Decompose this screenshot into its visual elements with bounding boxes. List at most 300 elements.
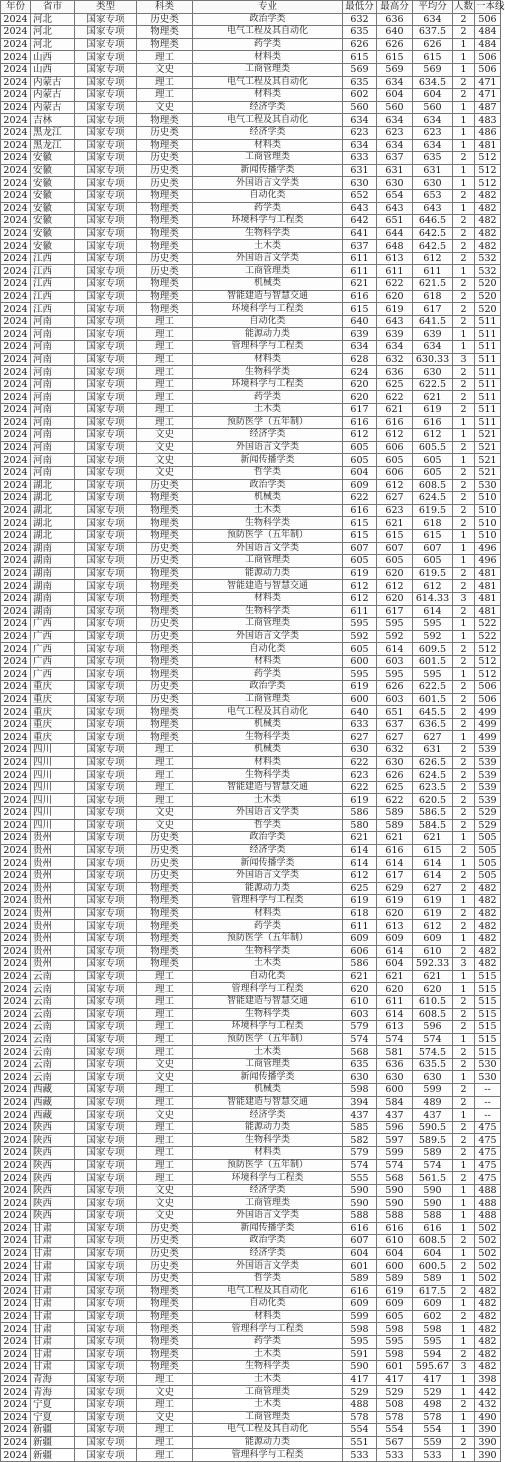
cell-count: 2	[453, 605, 475, 618]
cell-year: 2024	[1, 1348, 31, 1361]
cell-min-score: 551	[343, 1436, 377, 1449]
cell-min-score: 630	[343, 177, 377, 190]
cell-min-score: 619	[343, 681, 377, 694]
cell-type: 国家专项	[75, 781, 137, 794]
cell-count: 1	[453, 1298, 475, 1311]
cell-year: 2024	[1, 466, 31, 479]
table-row	[1, 681, 501, 694]
cell-province: 四川	[31, 807, 75, 820]
cell-subject: 历史类	[137, 1235, 193, 1248]
cell-avg-score: 620.5	[413, 794, 453, 807]
cell-min-score: 622	[343, 781, 377, 794]
cell-subject: 物理类	[137, 492, 193, 505]
cell-max-score: 533	[377, 1449, 413, 1462]
cell-type: 国家专项	[75, 114, 137, 127]
cell-max-score: 568	[377, 1172, 413, 1185]
table-row	[1, 240, 501, 253]
table-row	[1, 1197, 501, 1210]
cell-min-score: 615	[343, 517, 377, 530]
cell-max-score: 612	[377, 580, 413, 593]
cell-min-score: 604	[343, 1247, 377, 1260]
cell-avg-score: 619.5	[413, 567, 453, 580]
cell-max-score: 634	[377, 139, 413, 152]
cell-min-score: 609	[343, 1298, 377, 1311]
cell-line: 515	[475, 1046, 501, 1059]
cell-avg-score: 533	[413, 1449, 453, 1462]
cell-max-score: 620	[377, 592, 413, 605]
cell-min-score: 574	[343, 1159, 377, 1172]
cell-count: 1	[453, 555, 475, 568]
cell-count: 1	[453, 895, 475, 908]
cell-type: 国家专项	[75, 441, 137, 454]
cell-max-score: 623	[377, 504, 413, 517]
cell-min-score: 635	[343, 76, 377, 89]
cell-line: --	[475, 1084, 501, 1097]
cell-subject: 文史	[137, 466, 193, 479]
cell-line: 499	[475, 731, 501, 744]
cell-min-score: 631	[343, 164, 377, 177]
header-row	[1, 1, 501, 14]
cell-avg-score: 619.5	[413, 504, 453, 517]
cell-max-score: 612	[377, 429, 413, 442]
cell-min-score: 643	[343, 202, 377, 215]
cell-year: 2024	[1, 958, 31, 971]
cell-major: 智能建造与智慧交通	[193, 995, 343, 1008]
cell-major: 电气工程及其自动化	[193, 1285, 343, 1298]
cell-province: 湖南	[31, 542, 75, 555]
cell-year: 2024	[1, 1084, 31, 1097]
cell-count: 2	[453, 378, 475, 391]
cell-max-score: 604	[377, 1247, 413, 1260]
cell-major: 生物科学类	[193, 769, 343, 782]
cell-major: 预防医学（五年制）	[193, 1033, 343, 1046]
cell-min-score: 568	[343, 1046, 377, 1059]
cell-count: 2	[453, 1121, 475, 1134]
cell-subject: 物理类	[137, 278, 193, 291]
cell-major: 材料类	[193, 139, 343, 152]
table-row	[1, 101, 501, 114]
cell-avg-score: 578	[413, 1411, 453, 1424]
cell-avg-score: 634	[413, 139, 453, 152]
cell-major: 工商管理类	[193, 1386, 343, 1399]
cell-avg-score: 646.5	[413, 215, 453, 228]
cell-major: 电气工程及其自动化	[193, 1424, 343, 1437]
cell-major: 生物科学类	[193, 1361, 343, 1374]
cell-max-score: 640	[377, 26, 413, 39]
cell-type: 国家专项	[75, 1335, 137, 1348]
cell-min-score: 580	[343, 819, 377, 832]
table-row	[1, 177, 501, 190]
table-row	[1, 38, 501, 51]
cell-major: 药学类	[193, 391, 343, 404]
cell-type: 国家专项	[75, 164, 137, 177]
cell-max-score: 621	[377, 970, 413, 983]
cell-line: 482	[475, 958, 501, 971]
table-row	[1, 1323, 501, 1336]
cell-line: 475	[475, 1134, 501, 1147]
cell-subject: 历史类	[137, 555, 193, 568]
cell-year: 2024	[1, 1335, 31, 1348]
cell-type: 国家专项	[75, 454, 137, 467]
cell-type: 国家专项	[75, 1436, 137, 1449]
table-row	[1, 529, 501, 542]
cell-type: 国家专项	[75, 76, 137, 89]
cell-max-score: 630	[377, 1071, 413, 1084]
cell-type: 国家专项	[75, 1449, 137, 1462]
table-row	[1, 1058, 501, 1071]
cell-subject: 历史类	[137, 844, 193, 857]
cell-year: 2024	[1, 555, 31, 568]
cell-type: 国家专项	[75, 1121, 137, 1134]
cell-max-score: 614	[377, 857, 413, 870]
cell-type: 国家专项	[75, 252, 137, 265]
cell-avg-score: 601.5	[413, 655, 453, 668]
cell-count: 2	[453, 215, 475, 228]
cell-avg-score: 614	[413, 605, 453, 618]
cell-province: 云南	[31, 983, 75, 996]
cell-type: 国家专项	[75, 366, 137, 379]
cell-major: 管理科学与工程类	[193, 341, 343, 354]
cell-min-score: 598	[343, 1323, 377, 1336]
cell-line: 442	[475, 1386, 501, 1399]
cell-type: 国家专项	[75, 1046, 137, 1059]
table-row	[1, 807, 501, 820]
cell-count: 2	[453, 1235, 475, 1248]
cell-min-score: 633	[343, 718, 377, 731]
cell-type: 国家专项	[75, 1424, 137, 1437]
cell-count: 1	[453, 630, 475, 643]
cell-line: 484	[475, 38, 501, 51]
cell-avg-score: 595	[413, 668, 453, 681]
cell-count: 2	[453, 290, 475, 303]
cell-line: 521	[475, 441, 501, 454]
cell-subject: 物理类	[137, 303, 193, 316]
cell-province: 广西	[31, 618, 75, 631]
cell-line: 475	[475, 1147, 501, 1160]
cell-major: 能源动力类	[193, 1436, 343, 1449]
cell-min-score: 591	[343, 1348, 377, 1361]
cell-type: 国家专项	[75, 101, 137, 114]
cell-avg-score: 622.5	[413, 378, 453, 391]
cell-line: 539	[475, 781, 501, 794]
cell-type: 国家专项	[75, 26, 137, 39]
cell-max-score: 560	[377, 101, 413, 114]
cell-avg-score: 612	[413, 580, 453, 593]
cell-type: 国家专项	[75, 63, 137, 76]
cell-count: 2	[453, 315, 475, 328]
cell-count: 1	[453, 1386, 475, 1399]
cell-min-score: 620	[343, 378, 377, 391]
cell-major: 哲学类	[193, 1272, 343, 1285]
cell-year: 2024	[1, 1373, 31, 1386]
cell-year: 2024	[1, 907, 31, 920]
cell-subject: 理工	[137, 1046, 193, 1059]
cell-type: 国家专项	[75, 769, 137, 782]
table-row	[1, 202, 501, 215]
cell-avg-score: 635.5	[413, 1058, 453, 1071]
cell-count: 2	[453, 466, 475, 479]
cell-year: 2024	[1, 177, 31, 190]
cell-count: 1	[453, 1323, 475, 1336]
cell-major: 自动化类	[193, 643, 343, 656]
cell-type: 国家专项	[75, 970, 137, 983]
cell-subject: 历史类	[137, 832, 193, 845]
cell-province: 四川	[31, 769, 75, 782]
table-row	[1, 492, 501, 505]
cell-count: 2	[453, 769, 475, 782]
cell-max-score: 625	[377, 378, 413, 391]
cell-count: 2	[453, 252, 475, 265]
cell-max-score: 632	[377, 744, 413, 757]
table-row	[1, 479, 501, 492]
cell-year: 2024	[1, 1058, 31, 1071]
cell-major: 预防医学（五年制）	[193, 1159, 343, 1172]
cell-province: 河南	[31, 466, 75, 479]
cell-province: 新疆	[31, 1449, 75, 1462]
cell-min-score: 616	[343, 416, 377, 429]
cell-line: 390	[475, 1424, 501, 1437]
cell-count: 2	[453, 517, 475, 530]
table-row	[1, 517, 501, 530]
cell-major: 智能建造与智慧交通	[193, 290, 343, 303]
cell-min-score: 611	[343, 252, 377, 265]
cell-major: 政治学类	[193, 681, 343, 694]
cell-avg-score: 635	[413, 152, 453, 165]
cell-year: 2024	[1, 1109, 31, 1122]
cell-avg-score: 615	[413, 51, 453, 64]
cell-count: 1	[453, 101, 475, 114]
cell-subject: 物理类	[137, 882, 193, 895]
cell-avg-score: 627	[413, 882, 453, 895]
cell-type: 国家专项	[75, 202, 137, 215]
cell-province: 贵州	[31, 907, 75, 920]
cell-count: 1	[453, 1197, 475, 1210]
cell-province: 西藏	[31, 1109, 75, 1122]
column-header-subject: 科类	[137, 1, 193, 14]
cell-year: 2024	[1, 580, 31, 593]
cell-avg-score: 611	[413, 265, 453, 278]
cell-min-score: 622	[343, 492, 377, 505]
cell-type: 国家专项	[75, 152, 137, 165]
cell-max-score: 595	[377, 668, 413, 681]
cell-max-score: 584	[377, 1096, 413, 1109]
cell-type: 国家专项	[75, 995, 137, 1008]
table-row	[1, 1134, 501, 1147]
cell-line: 475	[475, 1121, 501, 1134]
cell-count: 2	[453, 240, 475, 253]
cell-line: --	[475, 1109, 501, 1122]
cell-major: 电气工程及其自动化	[193, 26, 343, 39]
cell-avg-score: 641.5	[413, 315, 453, 328]
cell-major: 外国语言文学类	[193, 542, 343, 555]
cell-type: 国家专项	[75, 807, 137, 820]
cell-province: 河南	[31, 441, 75, 454]
cell-subject: 文史	[137, 441, 193, 454]
cell-line: 521	[475, 429, 501, 442]
cell-type: 国家专项	[75, 794, 137, 807]
cell-year: 2024	[1, 630, 31, 643]
cell-line: 539	[475, 756, 501, 769]
cell-year: 2024	[1, 1310, 31, 1323]
cell-major: 环境科学与工程类	[193, 1021, 343, 1034]
cell-line: 520	[475, 303, 501, 316]
cell-province: 重庆	[31, 681, 75, 694]
cell-type: 国家专项	[75, 655, 137, 668]
cell-province: 江西	[31, 265, 75, 278]
cell-max-score: 604	[377, 89, 413, 102]
cell-line: 522	[475, 630, 501, 643]
cell-max-score: 590	[377, 1184, 413, 1197]
cell-subject: 文史	[137, 1411, 193, 1424]
cell-min-score: 605	[343, 454, 377, 467]
cell-major: 自动化类	[193, 315, 343, 328]
cell-count: 2	[453, 1084, 475, 1097]
cell-type: 国家专项	[75, 290, 137, 303]
cell-subject: 物理类	[137, 139, 193, 152]
cell-max-score: 619	[377, 303, 413, 316]
cell-count: 1	[453, 1373, 475, 1386]
cell-count: 1	[453, 1449, 475, 1462]
cell-province: 陕西	[31, 1159, 75, 1172]
cell-year: 2024	[1, 1361, 31, 1374]
cell-province: 广西	[31, 630, 75, 643]
cell-subject: 历史类	[137, 1272, 193, 1285]
table-row	[1, 718, 501, 731]
cell-province: 湖北	[31, 529, 75, 542]
cell-line: 488	[475, 1184, 501, 1197]
cell-max-score: 619	[377, 1285, 413, 1298]
cell-min-score: 582	[343, 1134, 377, 1147]
cell-min-score: 607	[343, 1235, 377, 1248]
cell-avg-score: 614	[413, 857, 453, 870]
cell-avg-score: 608.5	[413, 1235, 453, 1248]
cell-year: 2024	[1, 756, 31, 769]
table-row	[1, 1147, 501, 1160]
cell-count: 1	[453, 265, 475, 278]
cell-avg-score: 612	[413, 920, 453, 933]
cell-min-score: 554	[343, 1424, 377, 1437]
cell-province: 甘肃	[31, 1235, 75, 1248]
cell-min-score: 569	[343, 63, 377, 76]
table-row	[1, 1109, 501, 1122]
cell-min-score: 612	[343, 429, 377, 442]
cell-line: 511	[475, 404, 501, 417]
cell-count: 1	[453, 454, 475, 467]
cell-year: 2024	[1, 668, 31, 681]
cell-line: 510	[475, 529, 501, 542]
cell-max-score: 588	[377, 1210, 413, 1223]
cell-subject: 文史	[137, 101, 193, 114]
cell-type: 国家专项	[75, 353, 137, 366]
cell-major: 土木类	[193, 794, 343, 807]
cell-avg-score: 605.5	[413, 441, 453, 454]
cell-count: 2	[453, 882, 475, 895]
cell-min-score: 586	[343, 807, 377, 820]
cell-line: 482	[475, 227, 501, 240]
cell-avg-score: 498	[413, 1398, 453, 1411]
cell-major: 经济学类	[193, 1109, 343, 1122]
cell-year: 2024	[1, 655, 31, 668]
table-row	[1, 126, 501, 139]
cell-count: 3	[453, 1361, 475, 1374]
cell-type: 国家专项	[75, 618, 137, 631]
table-row	[1, 1033, 501, 1046]
cell-type: 国家专项	[75, 1373, 137, 1386]
cell-min-score: 616	[343, 290, 377, 303]
cell-avg-score: 607	[413, 542, 453, 555]
table-row	[1, 832, 501, 845]
cell-count: 2	[453, 844, 475, 857]
cell-max-score: 621	[377, 517, 413, 530]
cell-major: 智能建造与智慧交通	[193, 580, 343, 593]
cell-min-score: 616	[343, 1222, 377, 1235]
cell-count: 2	[453, 1348, 475, 1361]
cell-year: 2024	[1, 429, 31, 442]
table-row	[1, 1298, 501, 1311]
table-row	[1, 328, 501, 341]
cell-subject: 理工	[137, 781, 193, 794]
column-header-avg-score: 平均分	[413, 1, 453, 14]
cell-max-score: 609	[377, 1298, 413, 1311]
cell-max-score: 636	[377, 366, 413, 379]
cell-major: 材料类	[193, 51, 343, 64]
cell-avg-score: 634	[413, 114, 453, 127]
cell-type: 国家专项	[75, 983, 137, 996]
cell-province: 广西	[31, 655, 75, 668]
cell-count: 1	[453, 1411, 475, 1424]
cell-year: 2024	[1, 819, 31, 832]
cell-subject: 物理类	[137, 240, 193, 253]
cell-major: 土木类	[193, 958, 343, 971]
cell-subject: 历史类	[137, 630, 193, 643]
cell-subject: 物理类	[137, 945, 193, 958]
cell-year: 2024	[1, 1046, 31, 1059]
cell-year: 2024	[1, 706, 31, 719]
table-row	[1, 580, 501, 593]
cell-line: 511	[475, 366, 501, 379]
table-row	[1, 907, 501, 920]
cell-max-score: 606	[377, 441, 413, 454]
cell-max-score: 630	[377, 756, 413, 769]
cell-line: 488	[475, 1197, 501, 1210]
cell-major: 土木类	[193, 504, 343, 517]
cell-max-score: 627	[377, 731, 413, 744]
cell-type: 国家专项	[75, 1298, 137, 1311]
cell-major: 新闻传播学类	[193, 454, 343, 467]
cell-province: 甘肃	[31, 1335, 75, 1348]
cell-count: 2	[453, 1008, 475, 1021]
cell-count: 2	[453, 404, 475, 417]
cell-year: 2024	[1, 454, 31, 467]
cell-major: 新闻传播学类	[193, 1071, 343, 1084]
cell-avg-score: 559	[413, 1436, 453, 1449]
cell-avg-score: 574	[413, 1159, 453, 1172]
cell-type: 国家专项	[75, 1411, 137, 1424]
cell-province: 湖南	[31, 580, 75, 593]
table-row	[1, 1184, 501, 1197]
cell-line: 475	[475, 1159, 501, 1172]
cell-subject: 文史	[137, 1210, 193, 1223]
table-row	[1, 1084, 501, 1097]
cell-major: 外国语言文学类	[193, 869, 343, 882]
cell-avg-score: 590	[413, 1184, 453, 1197]
cell-max-score: 644	[377, 227, 413, 240]
cell-count: 2	[453, 1436, 475, 1449]
cell-type: 国家专项	[75, 1386, 137, 1399]
table-row	[1, 958, 501, 971]
table-row	[1, 857, 501, 870]
cell-max-score: 626	[377, 769, 413, 782]
